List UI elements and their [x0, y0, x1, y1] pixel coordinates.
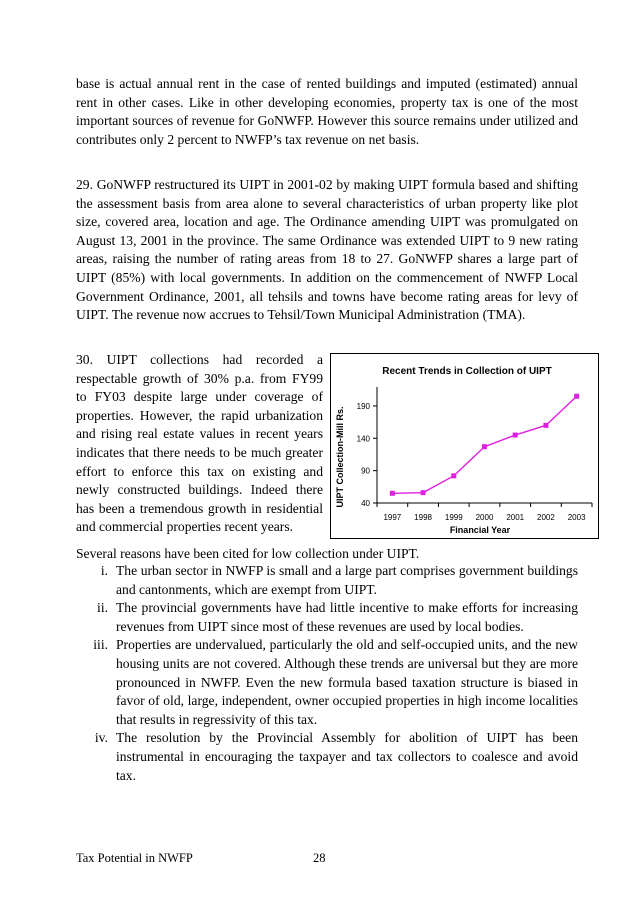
reason-number: iii. — [93, 637, 108, 653]
paragraph-29: 29. GoNWFP restructured its UIPT in 2001-02 by making UIPT formula based and shifting the assessment basis from area alone to several characteristics of urban property like plot size, covered area, location and age. The Ordinance amending UIPT was promulgated on August 13, 2001 in the province. The same Ordinance was extended UIPT to 9 new rating areas, raising the number of rating areas from 18 to 27. GoNWFP shares a large part of UIPT (85%) with local governments. In addition on the commencement of NWFP Local Government Ordinance, 2001, all tehsils and towns have become rating areas for levy of UIPT. The revenue now accrues to Tehsil/Town Municipal Administration (TMA). — [76, 177, 578, 323]
reason-text: The resolution by the Provincial Assembly for abolition of UIPT has been instrumental in encouraging the taxpayer and tax collectors to coalesce and avoid tax. — [116, 730, 578, 783]
chart-data-point — [543, 423, 548, 428]
chart-x-tick-label: 2001 — [506, 513, 525, 522]
chart-y-tick-label: 40 — [361, 499, 370, 508]
chart-x-tick-label: 1999 — [444, 513, 463, 522]
chart-title: Recent Trends in Collection of UIPT — [382, 366, 552, 377]
chart-data-point — [574, 394, 579, 399]
reason-number: ii. — [97, 600, 108, 616]
chart-x-tick-label: 2002 — [537, 513, 555, 522]
chart-y-tick-label: 140 — [356, 434, 370, 444]
reason-number: iv. — [94, 730, 108, 746]
chart-y-axis-label: UIPT Collection-Mill Rs. — [335, 406, 345, 508]
reason-text: The urban sector in NWFP is small and a large part comprises government buildings and cantonments, which are exempt from UIPT. — [116, 563, 578, 597]
paragraph-30: 30. UIPT collections had recorded a respectable growth of 30% p.a. from FY99 to FY03 despite large under coverage of properties. However, the rapid urbanization and rising real estate values in recent years indicates that there needs to be much greater effort to enforce this tax on existing and newly constructed buildings. Indeed there has been a tremendous growth in residential and commercial properties recent years. — [76, 352, 323, 535]
reason-text: The provincial governments have had little incentive to make efforts for increasing revenues from UIPT since most of these revenues are used by local bodies. — [116, 600, 578, 634]
reason-item — [76, 562, 578, 599]
chart-x-tick-label: 2003 — [567, 513, 586, 522]
paragraph-intro: base is actual annual rent in the case of rented buildings and imputed (estimated) annual rent in other cases. Like in other developing economies, property tax is one of the most important sources of revenue for GoNWFP. However this source remains under utilized and contributes only 2 percent to NWFP’s tax revenue on net basis. — [76, 76, 578, 147]
footer-document-title: Tax Potential in NWFP — [76, 851, 193, 865]
uipt-collection-chart — [330, 353, 599, 539]
uipt-line-chart — [330, 353, 599, 539]
reason-number: i. — [100, 563, 108, 578]
paragraph-30-continued: Several reasons have been cited for low collection under UIPT. — [76, 546, 420, 561]
reason-item — [76, 599, 578, 636]
chart-data-point — [390, 491, 395, 496]
page-number: 28 — [313, 851, 326, 865]
chart-border — [331, 354, 599, 539]
chart-x-tick-label: 1997 — [383, 513, 402, 522]
chart-y-tick-label: 190 — [356, 401, 370, 411]
chart-x-tick-label: 2000 — [475, 513, 494, 522]
chart-y-tick-label: 90 — [361, 466, 370, 476]
chart-x-axis-label: Financial Year — [449, 525, 511, 535]
chart-x-tick-label: 1998 — [414, 513, 432, 522]
reasons-list — [76, 562, 578, 785]
reason-item — [76, 729, 578, 785]
chart-data-point — [421, 490, 426, 495]
reason-item — [76, 636, 578, 729]
chart-data-point — [482, 444, 487, 449]
reason-text: Properties are undervalued, particularly the old and self-occupied units, and the new housing units are not covered. Although these trends are universal but they are more pronounced in NWFP. Even the new formula based taxation structure is biased in favor of old, large, independent, owner occupied properties in high income localities that results in regressivity of this tax. — [116, 637, 578, 727]
chart-data-point — [513, 433, 518, 438]
chart-data-point — [451, 473, 456, 478]
